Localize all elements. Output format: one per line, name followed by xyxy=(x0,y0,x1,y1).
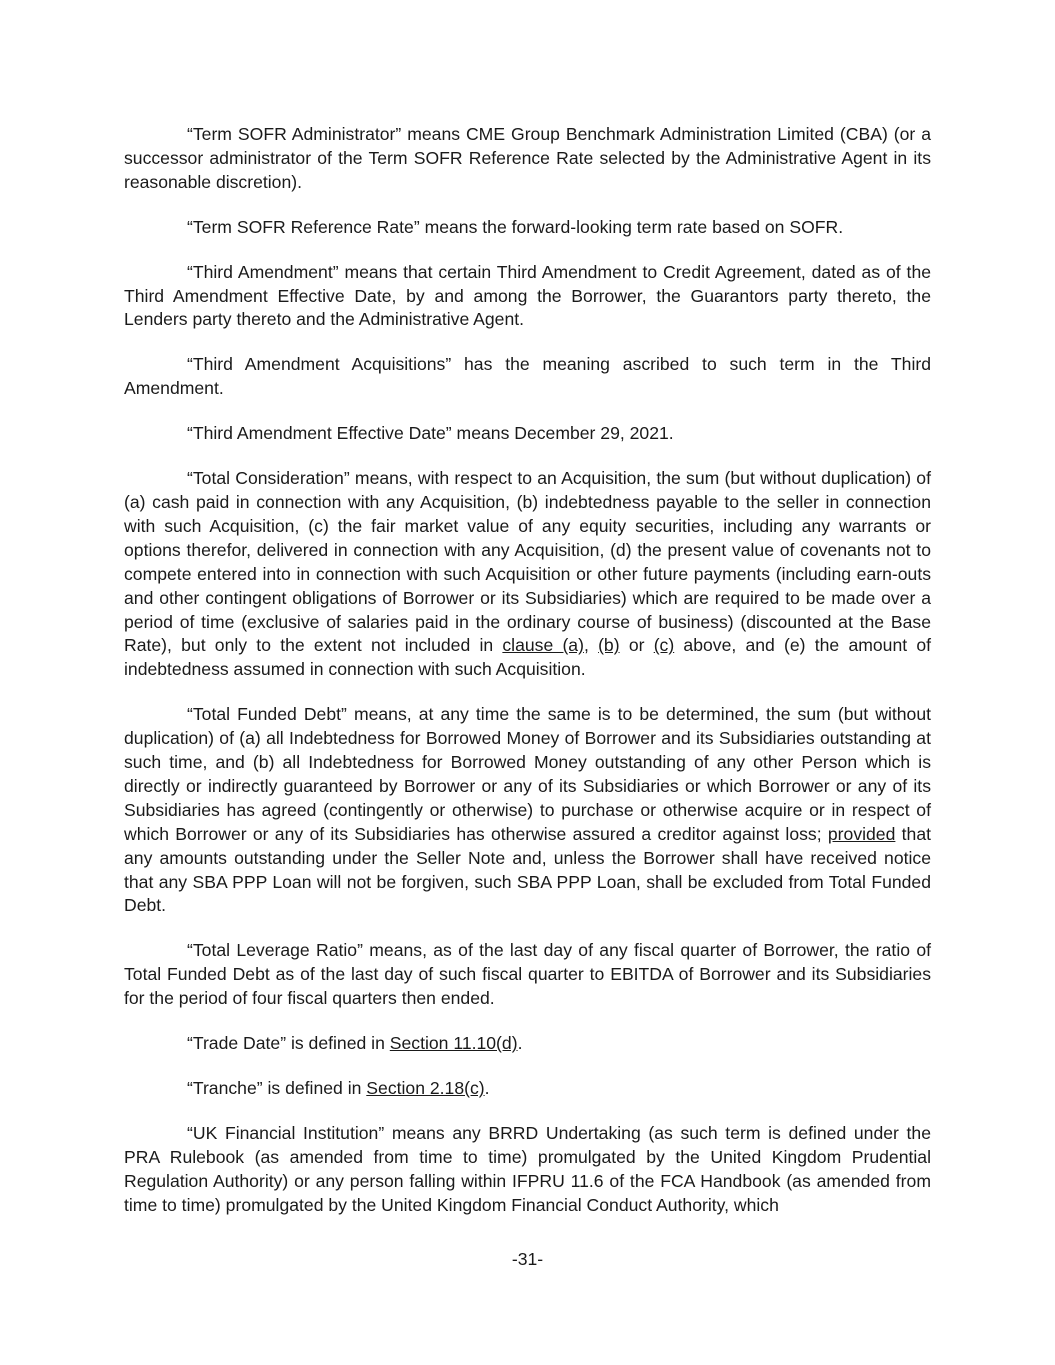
definition-third-amendment xyxy=(124,261,931,333)
definition-text: means any BRRD Undertaking (as such term is defined under the PRA Rulebook (as amended from time to time) promulgated by the United Kingdom Prudential Regulation Authority) or any person falling within IFPRU 11.6 of the FCA Handbook (as amended from time to time) promulgated by the United Kingdom Financial Conduct Authority, which xyxy=(124,1122,931,1215)
definition-uk-financial-institution xyxy=(124,1122,931,1218)
definition-total-leverage-ratio xyxy=(124,939,931,1011)
clause-a-reference: clause (a) xyxy=(502,635,584,656)
definition-text: . xyxy=(484,1078,490,1098)
definition-text: means, as of the last day of any fiscal quarter of Borrower, the ratio of Total Funded Debt as of the last day of such fiscal quarter to EBITDA of Borrower and its Subsidiaries for the period of four fiscal quarters then ended. xyxy=(124,940,931,1009)
defined-term: “Third Amendment Acquisitions” xyxy=(187,354,452,375)
defined-term: “UK Financial Institution” xyxy=(187,1122,385,1143)
definition-total-funded-debt xyxy=(124,703,931,918)
definition-tranche xyxy=(124,1077,931,1101)
defined-term: “Term SOFR Administrator” xyxy=(187,124,402,144)
defined-term: “Total Consideration” xyxy=(187,468,350,489)
definition-text: that any amounts outstanding under the Seller Note and, unless the Borrower shall have received notice that any SBA PPP Loan will not be forgiven, such SBA PPP Loan, shall be excluded from Total Funded Debt. xyxy=(124,823,932,916)
defined-term: “Trade Date” xyxy=(187,1033,287,1054)
section-reference: Section 2.18(c) xyxy=(366,1078,485,1098)
definition-text: has the meaning ascribed to such term in the Third Amendment. xyxy=(124,354,932,399)
definition-term-sofr-administrator xyxy=(124,123,931,195)
definition-trade-date xyxy=(124,1032,931,1056)
section-reference: Section 11.10(d) xyxy=(389,1033,518,1054)
clause-c-reference: (c) xyxy=(653,635,675,656)
separator: or xyxy=(619,635,654,656)
defined-term: “Term SOFR Reference Rate” xyxy=(187,216,420,237)
definition-text: means, with respect to an Acquisition, the sum (but without duplication) of (a) cash paid in connection with any Acquisition, (b) indebtedness payable to the seller in connection with such Acquisition, (c) the fair market value of any equity securities, including any warrants or options therefor, delivered in connection with any Acquisition, (d) the present value of covenants not to compete entered into in connection with such Acquisition or other future payments (including earn-outs and other contingent obligations of Borrower or its Subsidiaries) which are required to be made over a period of time (exclusive of salaries paid in the ordinary course of business) (discounted at the Base Rate), but only to the extent not included in xyxy=(124,468,931,656)
definition-text: means that certain Third Amendment to Credit Agreement, dated as of the Third Amendment Effective Date, by and among the Borrower, the Guarantors party thereto, the Lenders party thereto and the Administrative Agent. xyxy=(124,261,932,330)
proviso-word: provided xyxy=(827,823,896,844)
definition-text: means December 29, 2021. xyxy=(451,423,674,444)
defined-term: “Third Amendment Effective Date” xyxy=(187,423,452,444)
definition-third-amendment-acquisitions xyxy=(124,353,931,401)
separator: , xyxy=(583,635,599,656)
defined-term: “Tranche” xyxy=(187,1078,263,1098)
definition-term-sofr-reference-rate xyxy=(124,216,931,240)
definition-text: means CME Group Benchmark Administration Limited (CBA) (or a successor administrator of the Term SOFR Reference Rate selected by the Administrative Agent in its reasonable discretion). xyxy=(124,124,931,192)
definition-text: is defined in xyxy=(262,1078,367,1098)
definition-total-consideration xyxy=(124,467,931,682)
definition-text: above, and (e) the amount of indebtedness assumed in connection with such Acquisition. xyxy=(124,635,932,680)
definition-third-amendment-effective-date xyxy=(124,422,931,446)
defined-term: “Total Funded Debt” xyxy=(187,704,347,725)
clause-b-reference: (b) xyxy=(598,635,620,656)
definition-text: means, at any time the same is to be determined, the sum (but without duplication) of (a) all Indebtedness for Borrowed Money of Borrower and its Subsidiaries outstanding at such time, and (b) all Indebtedness for Borrowed Money outstanding of any other Person which is directly or indirectly guaranteed by Borrower or any of its Subsidiaries or which Borrower or any of its Subsidiaries has agreed (contingently or otherwise) to purchase or otherwise acquire or in respect of which Borrower or any of its Subsidiaries has otherwise assured a creditor against loss; xyxy=(124,704,931,844)
defined-term: “Total Leverage Ratio” xyxy=(187,940,363,961)
defined-term: “Third Amendment” xyxy=(187,261,339,282)
page-number: -31- xyxy=(511,1249,544,1269)
definition-text: . xyxy=(517,1033,523,1054)
definition-text: is defined in xyxy=(286,1033,390,1054)
definition-text: means the forward-looking term rate based on SOFR. xyxy=(419,216,844,237)
document-body xyxy=(124,123,931,1239)
